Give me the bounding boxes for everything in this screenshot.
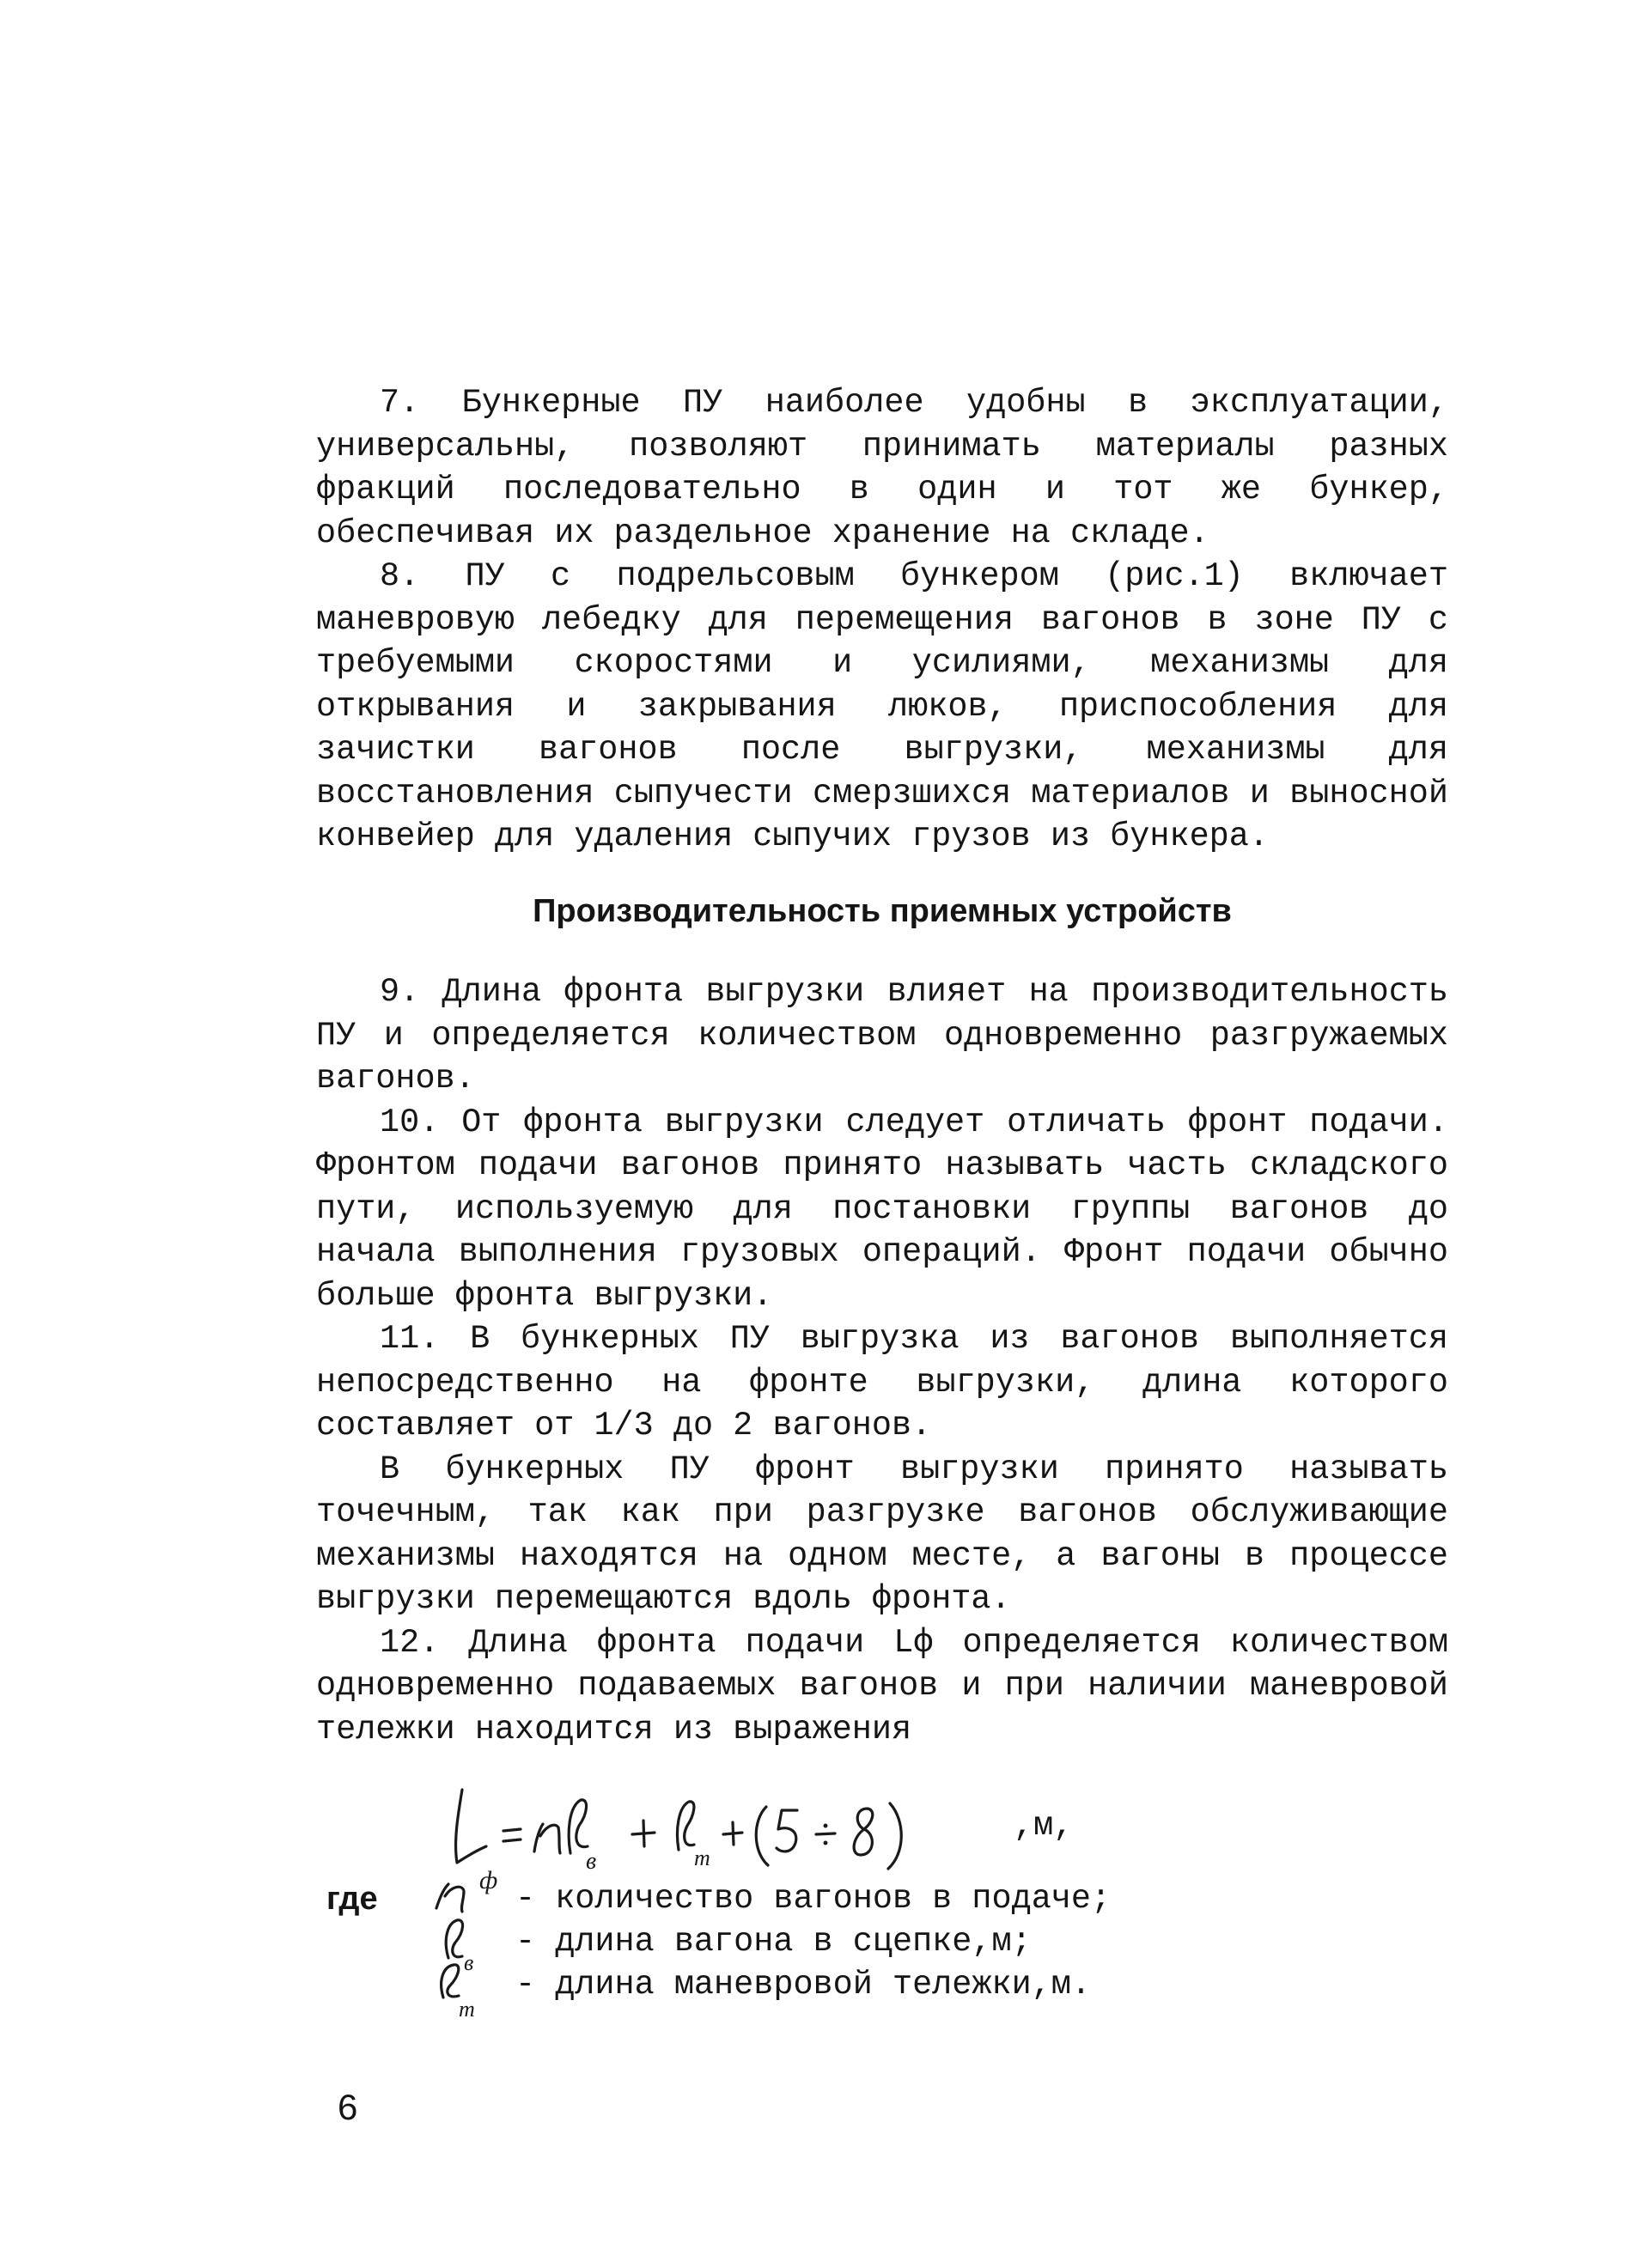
paragraph-7: 7. Бункерные ПУ наиболее удобны в эксплуатации, универсальны, позволяют принимать материалы разных фракций последовательно в один и тот же бункер, обеспечивая их раздельное хранение на складе.: [316, 384, 1448, 552]
where-item-count: - количество вагонов в подаче;: [515, 1880, 1112, 1918]
svg-text:ф: ф: [479, 1866, 498, 1894]
where-item-trolley-length: - длина маневровой тележки,м.: [515, 1966, 1092, 2004]
paragraph-11: 11. В бункерных ПУ выгрузка из вагонов выполняется непосредственно на фронте выгрузки, длина которого составляет от 1/3 до 2 вагонов.: [316, 1320, 1448, 1444]
section-heading: Производительность приемных устройств: [533, 893, 1232, 929]
where-label: где: [326, 1881, 378, 1917]
paragraph-9: 9. Длина фронта выгрузки влияет на производительность ПУ и определяется количеством одновременно разгружаемых вагонов.: [316, 973, 1448, 1098]
paragraph-10: 10. От фронта выгрузки следует отличать фронт подачи. Фронтом подачи вагонов принято называть часть складского пути, используемую для постановки группы вагонов до начала выполнения грузовых операций. Фронт подачи обычно больше фронта выгрузки.: [316, 1103, 1448, 1315]
paragraph-point-front: В бункерных ПУ фронт выгрузки принято называть точечным, так как при разгрузке вагонов обслуживающие механизмы находятся на одном месте, а вагоны в процессе выгрузки перемещаются вдоль фронта.: [316, 1450, 1448, 1618]
formula-unit: ,м,: [1014, 1807, 1074, 1845]
page-number: 6: [338, 2087, 358, 2127]
text-block-top: [316, 381, 1448, 859]
svg-text:в: в: [586, 1848, 597, 1875]
where-item-wagon-length: - длина вагона в сцепке,м;: [515, 1923, 1032, 1961]
symbol-l-trolley-icon: [428, 1955, 507, 2023]
paragraph-12: 12. Длина фронта подачи Lф определяется количеством одновременно подаваемых вагонов и при наличии маневровой тележки находится из выражения: [316, 1623, 1448, 1748]
text-block-bottom: [316, 970, 1448, 1751]
svg-text:т: т: [694, 1845, 710, 1870]
svg-text:в: в: [464, 1950, 474, 1975]
svg-text:т: т: [459, 1997, 475, 2022]
paragraph-8: 8. ПУ с подрельсовым бункером (рис.1) включает маневровую лебедку для перемещения вагонов в зоне ПУ с требуемыми скоростями и усилиями, механизмы для открывания и закрывания люков, приспособления для зачистки вагонов после выгрузки, механизмы для восстановления сыпучести смерзшихся материалов и выносной конвейер для удаления сыпучих грузов из бункера.: [316, 557, 1448, 855]
